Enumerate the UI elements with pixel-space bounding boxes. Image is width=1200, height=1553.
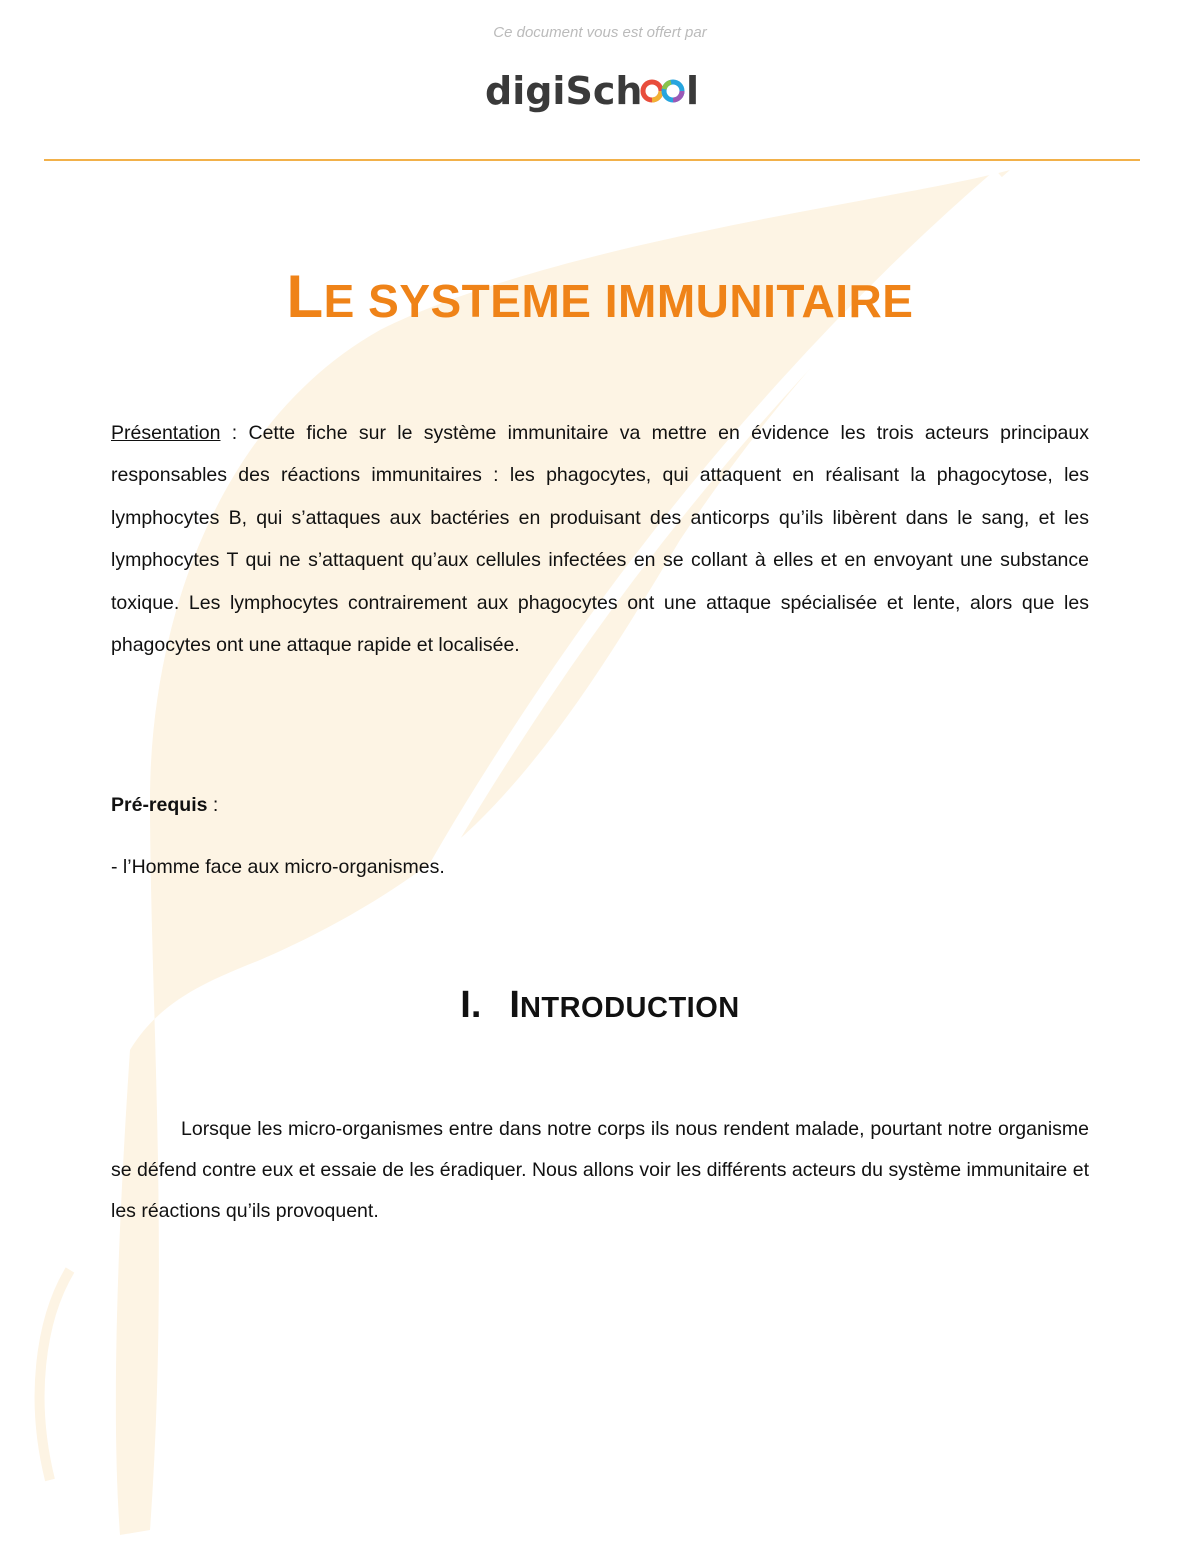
prerequisites-heading xyxy=(111,794,218,817)
header-divider xyxy=(44,159,1140,161)
page-title-rest: E SYSTEME IMMUNITAIRE xyxy=(323,275,914,327)
page-title-first-letter: L xyxy=(286,263,324,330)
introduction-paragraph: Lorsque les micro-organismes entre dans notre corps ils nous rendent malade, pourtant notre organisme se défend contre eux et essaie de les éradiquer. Nous allons voir les différents acteurs du système immunitaire et les réactions qu’ils provoquent. xyxy=(111,1118,1089,1222)
svg-text:l: l xyxy=(686,69,700,113)
section-title-first-letter: I xyxy=(509,984,520,1026)
page-title xyxy=(0,262,1200,331)
digischool-logo xyxy=(0,62,1200,122)
presentation-text: : Cette fiche sur le système immunitaire va mettre en évidence les trois acteurs principaux responsables des réactions immunitaires : les phagocytes, qui attaquent en réalisant la phagocytose, les lymphocytes B, qui s’attaques aux bactéries en produisant des anticorps qu’ils libèrent dans le sang, et les lymphocytes T qui ne s’attaquent qu’aux cellules infectées en se collant à elles et en envoyant une substance toxique. Les lymphocytes contrairement aux phagocytes ont une attaque spécialisée et lente, alors que les phagocytes ont une attaque rapide et localisée. xyxy=(111,422,1089,657)
prerequisites-suffix: : xyxy=(207,794,219,816)
svg-text:digiSch: digiSch xyxy=(485,69,643,113)
presentation-label: Présentation xyxy=(111,422,221,444)
prerequisites-label: Pré-requis xyxy=(111,794,208,816)
presentation-paragraph xyxy=(111,412,1089,666)
section-heading-introduction xyxy=(0,984,1200,1027)
offered-by-text: Ce document vous est offert par xyxy=(493,24,707,41)
prerequisite-item: - l’Homme face aux micro-organismes. xyxy=(111,856,445,878)
section-number: I. xyxy=(460,984,482,1026)
section-title-rest: NTRODUCTION xyxy=(519,992,740,1024)
